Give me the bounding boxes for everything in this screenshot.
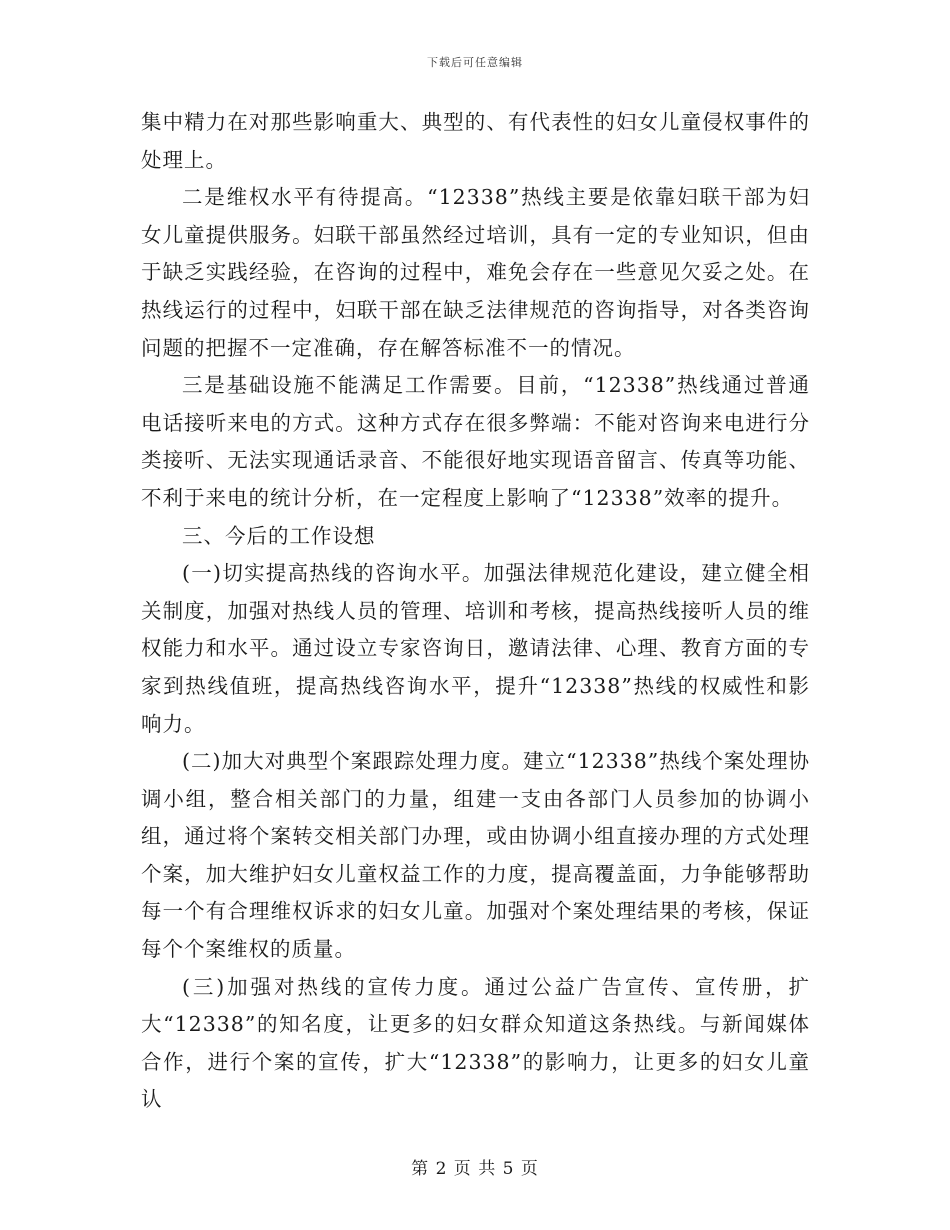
document-body [141,104,810,1119]
paragraph: (一)切实提高热线的咨询水平。加强法律规范化建设，建立健全相关制度，加强对热线人员的管理、培训和考核，提高热线接听人员的维权能力和水平。通过设立专家咨询日，邀请法律、心理、教育方面的专家到热线值班，提高热线咨询水平，提升“12338”热线的权威性和影响力。 [141,561,810,736]
paragraph: (三)加强对热线的宣传力度。通过公益广告宣传、宣传册，扩大“12338”的知名度，让更多的妇女群众知道这条热线。与新闻媒体合作，进行个案的宣传，扩大“12338”的影响力，让更多的妇女儿童认 [141,974,810,1112]
paragraph: 三是基础设施不能满足工作需要。目前，“12338”热线通过普通电话接听来电的方式。这种方式存在很多弊端：不能对咨询来电进行分类接听、无法实现通话录音、不能很好地实现语音留言、传真等功能、不利于来电的统计分析，在一定程度上影响了“12338”效率的提升。 [141,373,810,510]
paragraph: 集中精力在对那些影响重大、典型的、有代表性的妇女儿童侵权事件的处理上。 [141,110,810,172]
page-number: 第 2 页 共 5 页 [411,1159,539,1179]
page-header: 下载后可任意编辑 [427,56,523,69]
paragraph: (二)加大对典型个案跟踪处理力度。建立“12338”热线个案处理协调小组，整合相关部门的力量，组建一支由各部门人员参加的协调小组，通过将个案转交相关部门办理，或由协调小组直接办理的方式处理个案，加大维护妇女儿童权益工作的力度，提高覆盖面，力争能够帮助每一个有合理维权诉求的妇女儿童。加强对个案处理结果的考核，保证每个个案维权的质量。 [141,749,810,962]
paragraph: 二是维权水平有待提高。“12338”热线主要是依靠妇联干部为妇女儿童提供服务。妇联干部虽然经过培训，具有一定的专业知识，但由于缺乏实践经验，在咨询的过程中，难免会存在一些意见欠妥之处。在热线运行的过程中，妇联干部在缺乏法律规范的咨询指导，对各类咨询问题的把握不一定准确，存在解答标准不一的情况。 [141,185,810,360]
section-heading: 三、今后的工作设想 [182,523,376,548]
